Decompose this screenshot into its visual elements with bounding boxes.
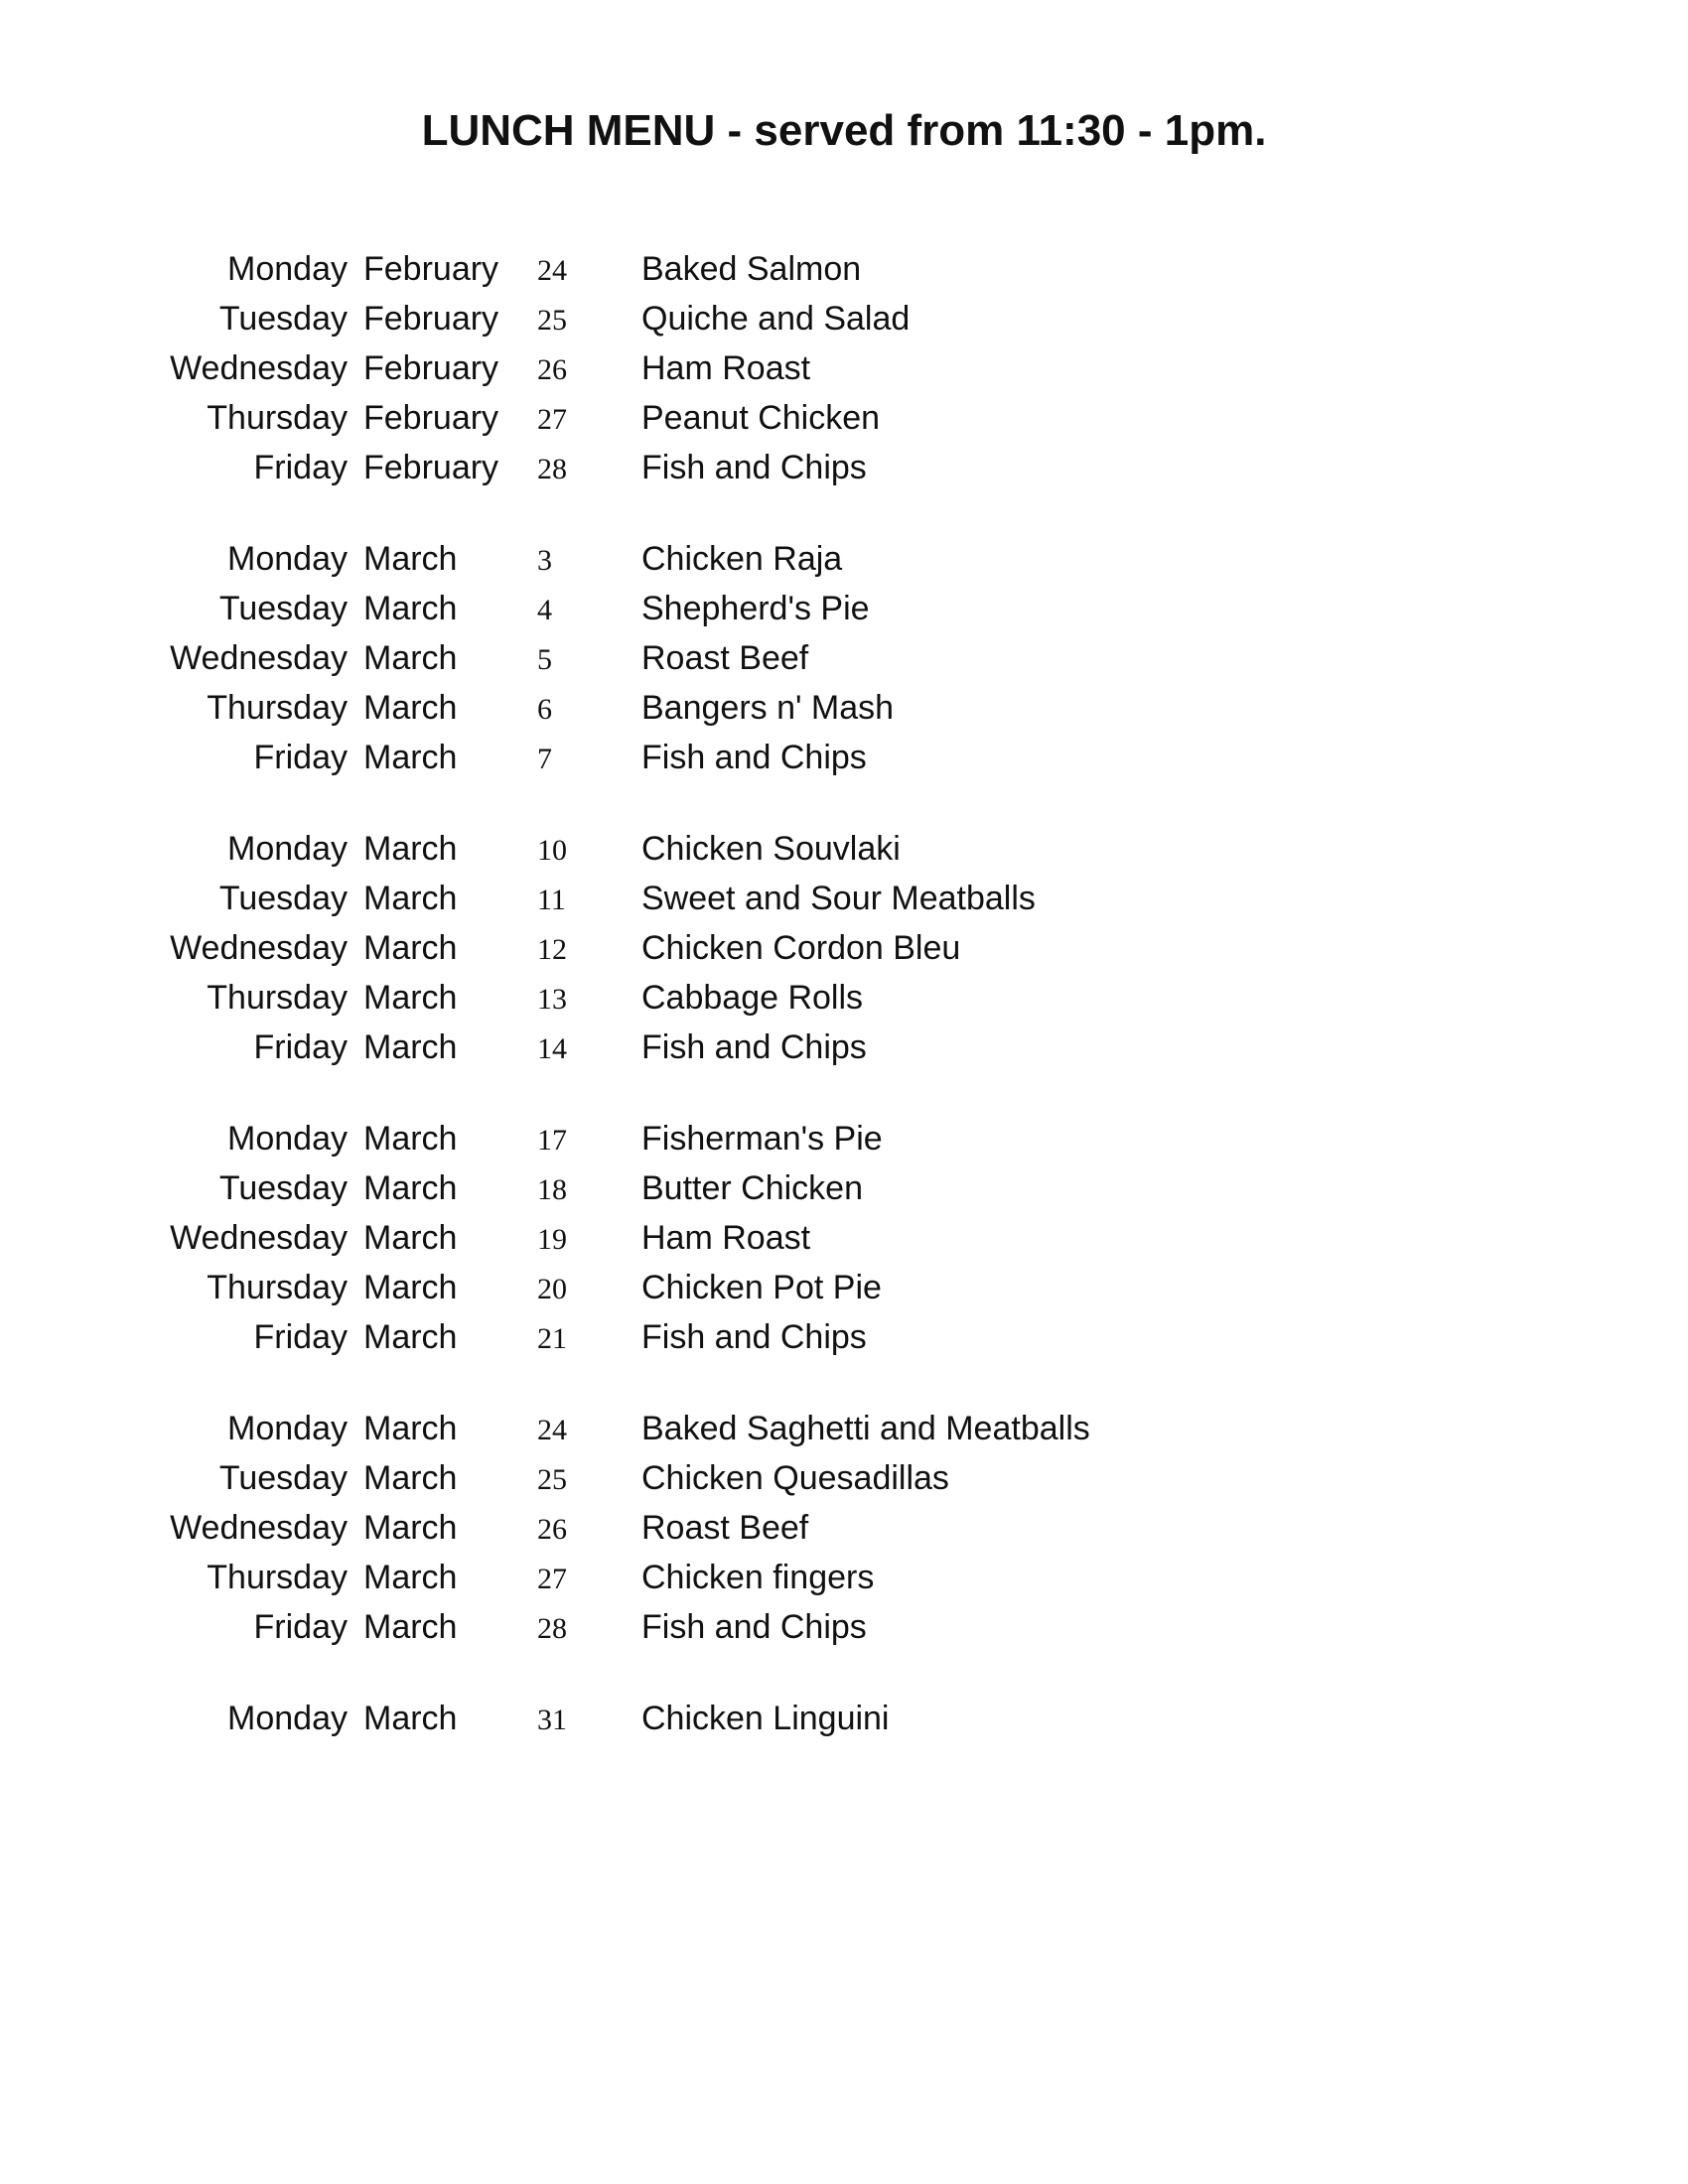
menu-week	[0, 1404, 1688, 1652]
date-number: 27	[537, 1563, 567, 1595]
dish-name: Roast Beef	[641, 639, 809, 677]
menu-row	[0, 393, 1688, 443]
weekday-label: Monday	[227, 830, 348, 868]
date-number: 14	[537, 1032, 567, 1065]
weekday-label: Wednesday	[170, 1219, 348, 1257]
date-number: 4	[537, 594, 552, 626]
menu-row	[0, 923, 1688, 973]
weekday-label: Wednesday	[170, 349, 348, 387]
weekday-label: Thursday	[207, 689, 348, 727]
menu-row	[0, 1404, 1688, 1453]
month-label: March	[363, 590, 458, 627]
date-number: 26	[537, 353, 567, 386]
menu-row	[0, 824, 1688, 874]
menu-row	[0, 1163, 1688, 1213]
date-number: 5	[537, 643, 552, 676]
date-number: 18	[537, 1173, 567, 1206]
month-label: February	[363, 399, 499, 437]
month-label: March	[363, 1459, 458, 1497]
dish-name: Baked Salmon	[641, 250, 862, 288]
weekday-label: Friday	[253, 1608, 348, 1646]
date-number: 11	[537, 884, 566, 916]
date-number: 13	[537, 983, 567, 1016]
dish-name: Fisherman's Pie	[641, 1120, 883, 1158]
dish-name: Chicken Quesadillas	[641, 1459, 949, 1497]
menu-schedule	[0, 244, 1688, 1785]
month-label: February	[363, 449, 499, 486]
month-label: March	[363, 1700, 458, 1737]
menu-row	[0, 733, 1688, 782]
menu-row	[0, 633, 1688, 683]
weekday-label: Friday	[253, 739, 348, 776]
dish-name: Fish and Chips	[641, 449, 867, 486]
month-label: February	[363, 250, 499, 288]
month-label: March	[363, 739, 458, 776]
weekday-label: Tuesday	[218, 300, 348, 338]
weekday-label: Thursday	[207, 399, 348, 437]
weekday-label: Friday	[253, 1318, 348, 1356]
menu-row	[0, 1453, 1688, 1503]
dish-name: Fish and Chips	[641, 1318, 867, 1356]
weekday-label: Friday	[253, 1028, 348, 1066]
weekday-label: Tuesday	[218, 1169, 348, 1207]
date-number: 17	[537, 1124, 567, 1157]
menu-row	[0, 343, 1688, 393]
menu-week	[0, 534, 1688, 782]
menu-row	[0, 1213, 1688, 1263]
month-label: March	[363, 979, 458, 1017]
weekday-label: Tuesday	[218, 1459, 348, 1497]
menu-row	[0, 534, 1688, 584]
menu-row	[0, 1694, 1688, 1743]
dish-name: Peanut Chicken	[641, 399, 881, 437]
date-number: 25	[537, 1463, 567, 1496]
dish-name: Chicken fingers	[641, 1559, 875, 1596]
weekday-label: Monday	[227, 1120, 348, 1158]
weekday-label: Monday	[227, 540, 348, 578]
weekday-label: Monday	[227, 1700, 348, 1737]
date-number: 28	[537, 453, 567, 485]
menu-row	[0, 973, 1688, 1023]
menu-row	[0, 294, 1688, 343]
menu-week	[0, 244, 1688, 492]
page-title: LUNCH MENU - served from 11:30 - 1pm.	[421, 106, 1267, 155]
dish-name: Quiche and Salad	[641, 300, 911, 338]
dish-name: Ham Roast	[641, 1219, 811, 1257]
date-number: 27	[537, 403, 567, 436]
month-label: March	[363, 830, 458, 868]
month-label: March	[363, 1318, 458, 1356]
month-label: March	[363, 1509, 458, 1547]
month-label: March	[363, 1219, 458, 1257]
date-number: 24	[537, 1414, 567, 1446]
menu-row	[0, 244, 1688, 294]
menu-row	[0, 1023, 1688, 1072]
weekday-label: Friday	[253, 449, 348, 486]
dish-name: Bangers n' Mash	[641, 689, 895, 727]
weekday-label: Wednesday	[170, 929, 348, 967]
weekday-label: Wednesday	[170, 1509, 348, 1547]
dish-name: Shepherd's Pie	[641, 590, 870, 627]
month-label: March	[363, 1028, 458, 1066]
date-number: 31	[537, 1704, 567, 1736]
month-label: March	[363, 1559, 458, 1596]
dish-name: Cabbage Rolls	[641, 979, 864, 1017]
dish-name: Fish and Chips	[641, 1608, 867, 1646]
dish-name: Chicken Raja	[641, 540, 843, 578]
menu-week	[0, 824, 1688, 1072]
menu-row	[0, 1553, 1688, 1602]
weekday-label: Monday	[227, 250, 348, 288]
menu-row	[0, 1114, 1688, 1163]
date-number: 10	[537, 834, 567, 867]
menu-week	[0, 1694, 1688, 1743]
menu-row	[0, 584, 1688, 633]
month-label: February	[363, 349, 499, 387]
month-label: March	[363, 639, 458, 677]
menu-row	[0, 683, 1688, 733]
date-number: 12	[537, 933, 567, 966]
month-label: March	[363, 1410, 458, 1447]
date-number: 28	[537, 1612, 567, 1645]
date-number: 6	[537, 693, 552, 726]
dish-name: Sweet and Sour Meatballs	[641, 880, 1036, 917]
month-label: March	[363, 1169, 458, 1207]
menu-row	[0, 1503, 1688, 1553]
date-number: 26	[537, 1513, 567, 1546]
month-label: March	[363, 929, 458, 967]
date-number: 20	[537, 1273, 567, 1305]
month-label: March	[363, 1120, 458, 1158]
weekday-label: Wednesday	[170, 639, 348, 677]
weekday-label: Thursday	[207, 1559, 348, 1596]
menu-row	[0, 1602, 1688, 1652]
month-label: March	[363, 689, 458, 727]
month-label: March	[363, 880, 458, 917]
date-number: 19	[537, 1223, 567, 1256]
menu-row	[0, 1263, 1688, 1312]
dish-name: Fish and Chips	[641, 1028, 867, 1066]
menu-row	[0, 443, 1688, 492]
menu-week	[0, 1114, 1688, 1362]
date-number: 7	[537, 743, 552, 775]
menu-row	[0, 874, 1688, 923]
dish-name: Chicken Souvlaki	[641, 830, 901, 868]
dish-name: Chicken Cordon Bleu	[641, 929, 961, 967]
month-label: March	[363, 540, 458, 578]
dish-name: Ham Roast	[641, 349, 811, 387]
dish-name: Chicken Pot Pie	[641, 1269, 882, 1306]
dish-name: Chicken Linguini	[641, 1700, 890, 1737]
dish-name: Roast Beef	[641, 1509, 809, 1547]
dish-name: Fish and Chips	[641, 739, 867, 776]
weekday-label: Thursday	[207, 1269, 348, 1306]
weekday-label: Tuesday	[218, 880, 348, 917]
weekday-label: Monday	[227, 1410, 348, 1447]
date-number: 3	[537, 544, 552, 577]
month-label: March	[363, 1269, 458, 1306]
weekday-label: Tuesday	[218, 590, 348, 627]
date-number: 21	[537, 1322, 567, 1355]
weekday-label: Thursday	[207, 979, 348, 1017]
date-number: 25	[537, 304, 567, 337]
dish-name: Baked Saghetti and Meatballs	[641, 1410, 1090, 1447]
menu-row	[0, 1312, 1688, 1362]
date-number: 24	[537, 254, 567, 287]
month-label: March	[363, 1608, 458, 1646]
month-label: February	[363, 300, 499, 338]
dish-name: Butter Chicken	[641, 1169, 863, 1207]
